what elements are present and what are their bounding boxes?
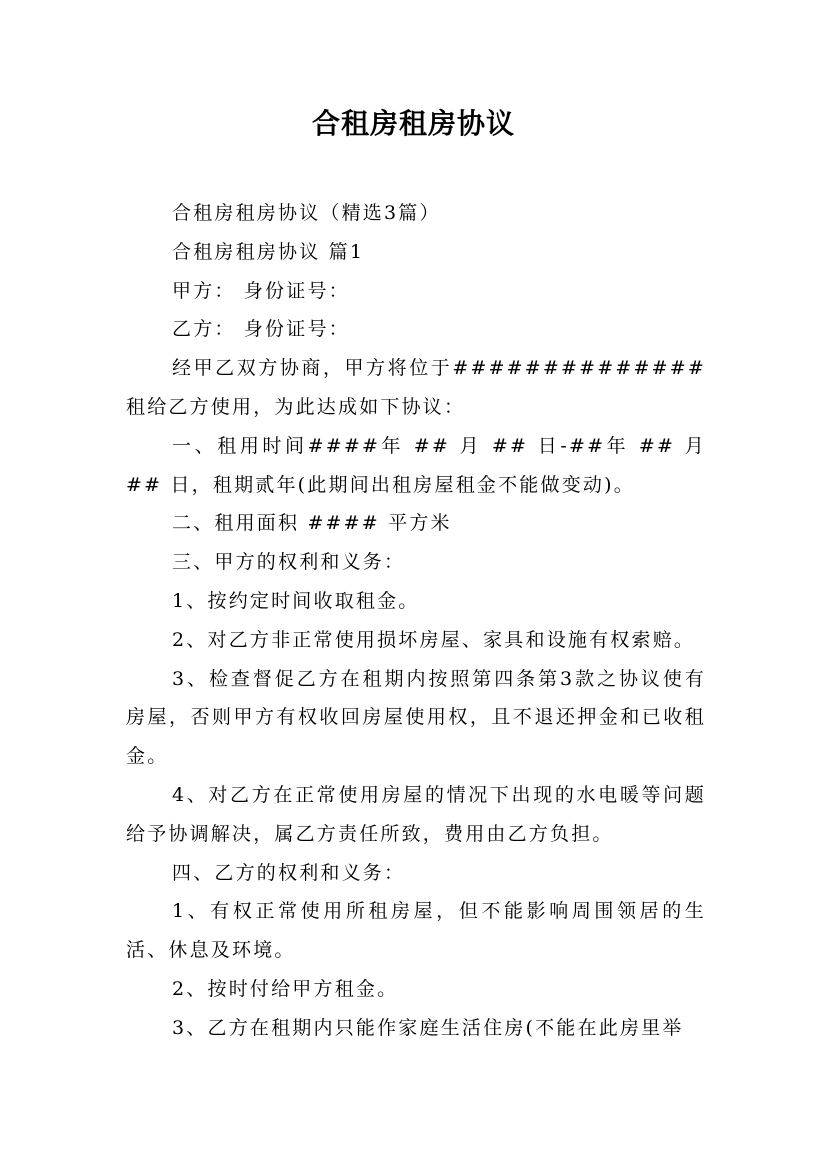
paragraph-clause-3-item-3: 3、检查督促乙方在租期内按照第四条第3款之协议使有房屋，否则甲方有权收回房屋使用权，且不退还押金和已收租金。 [126,667,706,768]
paragraph-clause-3-item-4: 4、对乙方在正常使用房屋的情况下出现的水电暖等问题给予协调解决，属乙方责任所致，费用由乙方负担。 [126,783,706,845]
paragraph-clause-4-heading: 四、乙方的权利和义务： [172,861,406,884]
paragraph-clause-3-item-2: 2、对乙方非正常使用损坏房屋、家具和设施有权索赔。 [172,628,696,651]
document-body [126,194,706,1048]
paragraph-party-a: 甲方： 身份证号： [172,279,350,302]
paragraph-party-b: 乙方： 身份证号： [172,318,350,341]
paragraph-clause-2: 二、租用面积 #### 平方米 [172,512,452,535]
paragraph-subtitle: 合租房租房协议（精选3篇） [172,202,441,224]
paragraph-clause-4-item-2: 2、按时付给甲方租金。 [172,977,399,1000]
paragraph-clause-4-item-3: 3、乙方在租期内只能作家庭生活住房(不能在此房里举 [172,1016,684,1039]
paragraph-section-heading: 合租房租房协议 篇1 [172,240,365,263]
paragraph-intro: 经甲乙双方协商，甲方将位于##############租给乙方使用，为此达成如下协议： [126,357,706,418]
document-title: 合租房租房协议 [311,107,515,140]
paragraph-clause-3-item-1: 1、按约定时间收取租金。 [172,589,420,612]
paragraph-clause-3-heading: 三、甲方的权利和义务： [172,551,406,574]
paragraph-clause-1: 一、租用时间####年 ## 月 ## 日-##年 ## 月 ## 日，租期贰年(此期间出租房屋租金不能做变动)。 [126,434,706,496]
paragraph-clause-4-item-1: 1、有权正常使用所租房屋，但不能影响周围领居的生活、休息及环境。 [126,900,706,962]
